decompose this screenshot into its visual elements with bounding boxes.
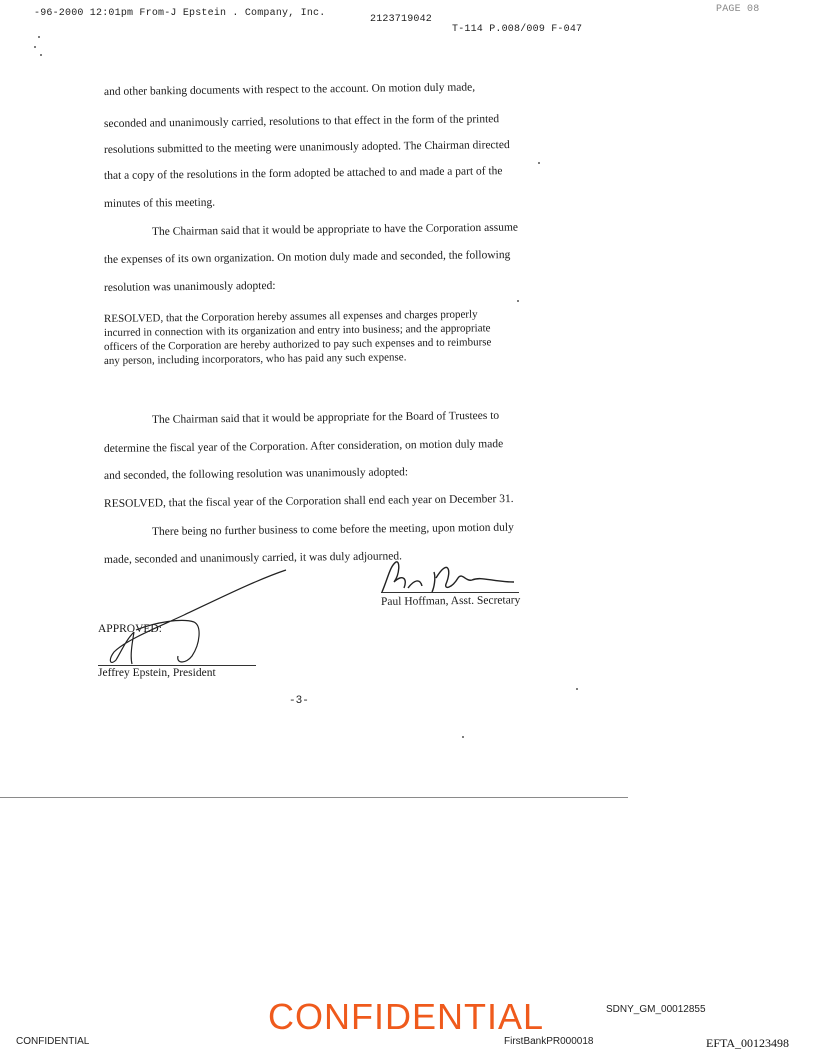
resolution-line: incurred in connection with its organization and entry into business; and the appropriate	[103, 322, 491, 339]
scan-speck	[517, 300, 519, 302]
fax-header-transmission: T-114 P.008/009 F-047	[452, 24, 583, 35]
body-line: and seconded, the following resolution was unanimously adopted:	[103, 466, 409, 482]
fax-header-left: -96-2000 12:01pm From-J Epstein . Company, Inc.	[34, 8, 326, 19]
resolution-line: any person, including incorporators, who has paid any such expense.	[103, 351, 407, 367]
body-line: There being no further business to come before the meeting, upon motion duly	[151, 521, 514, 538]
scan-speck	[40, 54, 42, 56]
body-line: made, seconded and unanimously carried, it was duly adjourned.	[103, 550, 403, 566]
resolution-line: RESOLVED, that the fiscal year of the Corporation shall end each year on December 31.	[103, 492, 514, 510]
secretary-signature	[374, 548, 524, 598]
scan-speck	[34, 46, 36, 48]
president-name: Jeffrey Epstein, President	[98, 667, 216, 679]
secretary-signature-rule	[381, 592, 519, 593]
body-line: determine the fiscal year of the Corporation. After consideration, on motion duly made	[103, 438, 504, 455]
body-line: seconded and unanimously carried, resolutions to that effect in the form of the printed	[103, 113, 500, 130]
scan-speck	[38, 36, 40, 38]
bates-number-bottom: FirstBankPR000018	[504, 1036, 594, 1047]
fax-header-corner: PAGE 08	[716, 4, 760, 15]
resolution-line: officers of the Corporation are hereby authorized to pay such expenses and to reimburse	[103, 336, 492, 353]
efta-number: EFTA_00123498	[706, 1036, 790, 1050]
scan-speck	[462, 736, 464, 738]
fax-header-phone: 2123719042	[370, 14, 433, 25]
body-line: and other banking documents with respect to the account. On motion duly made,	[103, 81, 476, 98]
scan-speck	[538, 162, 540, 164]
scan-divider	[0, 797, 628, 798]
body-line: resolutions submitted to the meeting were unanimously adopted. The Chairman directed	[103, 139, 510, 156]
body-line: minutes of this meeting.	[103, 196, 216, 210]
confidential-label: CONFIDENTIAL	[16, 1036, 90, 1047]
scan-speck	[576, 688, 578, 690]
approved-label: APPROVED:	[98, 623, 162, 635]
secretary-name: Paul Hoffman, Asst. Secretary	[380, 594, 521, 608]
president-signature	[96, 560, 296, 670]
president-signature-rule	[98, 665, 256, 666]
body-line: the expenses of its own organization. On motion duly made and seconded, the following	[103, 249, 511, 266]
body-line: that a copy of the resolutions in the form adopted be attached to and made a part of the	[103, 165, 503, 182]
bates-number-top: SDNY_GM_00012855	[606, 1004, 706, 1015]
body-line: The Chairman said that it would be appropriate to have the Corporation assume	[151, 221, 519, 238]
resolution-line: RESOLVED, that the Corporation hereby assumes all expenses and charges properly	[103, 308, 478, 325]
confidential-stamp: CONFIDENTIAL	[268, 996, 545, 1037]
body-line: The Chairman said that it would be appropriate for the Board of Trustees to	[151, 409, 500, 426]
page-number: -3-	[289, 695, 309, 707]
body-line: resolution was unanimously adopted:	[103, 279, 276, 294]
